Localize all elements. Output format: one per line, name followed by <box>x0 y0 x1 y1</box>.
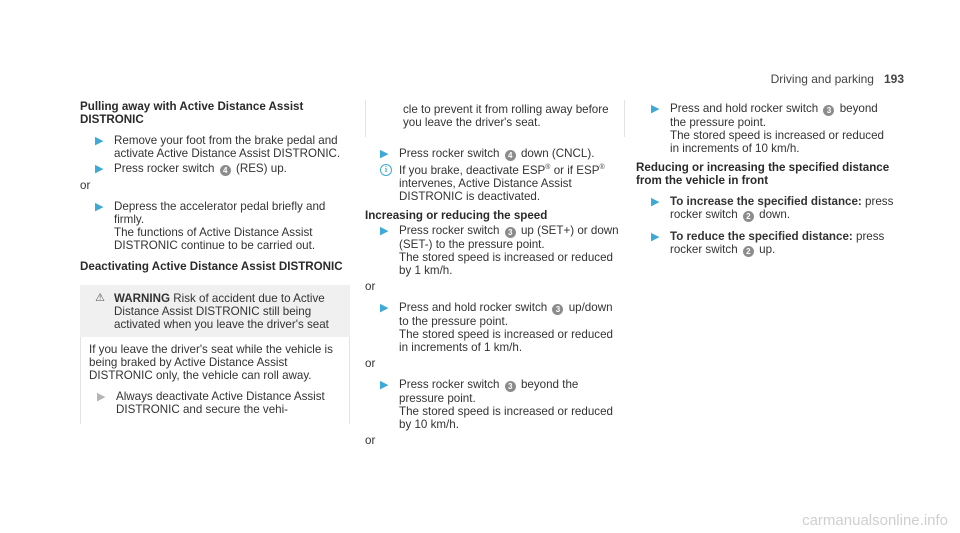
heading-pulling-away: Pulling away with Active Distance Assist DISTRONIC <box>80 100 304 126</box>
warning-step <box>89 390 343 416</box>
step-text <box>399 378 625 431</box>
warning-risk: Risk of accident due to Active Distance Assist DISTRONIC still being activated when you leave the driver's seat <box>114 292 329 331</box>
step-text-post: down (CNCL). <box>520 147 595 160</box>
step-text-result: The stored speed is increased or reduced by 1 km/h. <box>399 251 613 277</box>
heading-speed: Increasing or reducing the speed <box>365 209 548 222</box>
step-text <box>670 102 896 155</box>
registered-mark: ® <box>599 164 605 171</box>
step-text-pre: Press rocker switch <box>114 162 215 175</box>
watermark-text: carmanualsonline.info <box>802 512 948 529</box>
step-remove-foot <box>80 134 350 160</box>
step-text: Remove your foot from the brake pedal and activate Active Distance Assist DISTRONIC. <box>114 134 341 160</box>
info-text <box>399 164 625 203</box>
info-icon: i <box>380 164 392 176</box>
number-badge-icon: 3 <box>505 227 516 238</box>
or-separator: or <box>365 357 376 370</box>
or-separator: or <box>365 434 376 447</box>
info-text-post: intervenes, Active Distance Assist DISTRONIC is deactivated. <box>399 177 572 203</box>
step-text-post: beyond the pressure point. <box>399 378 579 405</box>
play-arrow-icon: ▶ <box>651 103 660 115</box>
step-text-result: The stored speed is increased or reduced by 10 km/h. <box>399 405 613 431</box>
number-badge-icon: 2 <box>743 211 754 222</box>
play-arrow-icon: ▶ <box>380 225 389 237</box>
step-text-pre: Press rocker switch <box>399 224 500 237</box>
section-title: Driving and parking <box>770 72 874 86</box>
play-arrow-icon: ▶ <box>380 379 389 391</box>
step-text-pre: Press and hold rocker switch <box>399 301 548 314</box>
page-header <box>771 73 904 86</box>
info-text-pre: If you brake, deactivate ESP <box>399 164 546 177</box>
warning-triangle-icon: ⚠ <box>95 292 105 304</box>
play-arrow-icon: ▶ <box>651 231 660 243</box>
step-text-main: Depress the accelerator pedal briefly and firmly. <box>114 200 326 226</box>
step-beyond-speed <box>365 378 625 431</box>
step-text-post: (RES) up. <box>235 162 287 175</box>
info-text-mid: or if ESP <box>553 164 600 177</box>
warning-step-text: Always deactivate Active Distance Assist DISTRONIC and secure the vehi- <box>116 390 325 416</box>
play-arrow-icon: ▶ <box>95 135 104 147</box>
number-badge-icon: 4 <box>220 165 231 176</box>
number-badge-icon: 3 <box>823 105 834 116</box>
step-reduce-distance <box>636 230 896 257</box>
warning-label: WARNING <box>114 292 171 305</box>
column-left <box>80 100 350 424</box>
play-arrow-icon: ▶ <box>95 201 104 213</box>
play-arrow-icon: ▶ <box>97 391 106 403</box>
step-text <box>399 301 625 354</box>
warning-body-text: If you leave the driver's seat while the vehicle is being braked by Active Distance Assist DISTRONIC only, the vehicle can roll away. <box>89 343 333 382</box>
step-text <box>670 230 896 257</box>
step-text-post: up (SET+) or down (SET-) to the pressure point. <box>399 224 619 251</box>
step-text-pre: Press rocker switch <box>399 147 500 160</box>
step-text-result: The stored speed is increased or reduced in increments of 10 km/h. <box>670 129 884 155</box>
step-text-post: up. <box>759 243 776 256</box>
registered-mark: ® <box>545 164 551 171</box>
step-press-cncl <box>365 147 625 161</box>
info-note <box>365 164 625 203</box>
or-separator: or <box>365 280 376 293</box>
step-set-speed <box>365 224 625 277</box>
step-text-result: The functions of Active Distance Assist DISTRONIC continue to be carried out. <box>114 226 316 252</box>
page-number: 193 <box>883 72 904 86</box>
step-text-post: down. <box>759 208 791 221</box>
step-text <box>670 195 896 222</box>
warning-continuation-text: cle to prevent it from rolling away before you leave the driver's seat. <box>403 103 609 129</box>
play-arrow-icon: ▶ <box>651 196 660 208</box>
play-arrow-icon: ▶ <box>380 148 389 160</box>
step-text <box>114 200 350 252</box>
step-text-pre: Press rocker switch <box>399 378 500 391</box>
column-middle <box>365 100 625 447</box>
step-text-pre: press rocker switch <box>670 230 885 256</box>
step-increase-distance <box>636 195 896 222</box>
step-text-bold: To reduce the specified distance: <box>670 230 853 243</box>
heading-distance: Reducing or increasing the specified distance from the vehicle in front <box>636 161 890 187</box>
or-separator: or <box>80 179 91 192</box>
step-text <box>399 147 625 161</box>
number-badge-icon: 3 <box>505 381 516 392</box>
heading-deactivating: Deactivating Active Distance Assist DISTRONIC <box>80 260 343 273</box>
step-text <box>399 224 625 277</box>
step-text <box>114 162 350 176</box>
column-right <box>636 100 896 257</box>
warning-continuation <box>365 100 625 137</box>
step-text-post: up/down to the pressure point. <box>399 301 613 328</box>
step-press-res <box>80 162 350 176</box>
step-hold-beyond <box>636 102 896 155</box>
step-text-pre: Press and hold rocker switch <box>670 102 819 115</box>
warning-header-text <box>114 292 344 331</box>
step-text-post: beyond the pressure point. <box>670 102 878 129</box>
warning-body <box>80 337 350 424</box>
number-badge-icon: 2 <box>743 246 754 257</box>
warning-header <box>80 285 350 337</box>
play-arrow-icon: ▶ <box>95 163 104 175</box>
number-badge-icon: 4 <box>505 150 516 161</box>
step-accelerator <box>80 200 350 252</box>
number-badge-icon: 3 <box>552 304 563 315</box>
warning-box <box>80 285 350 424</box>
step-text-result: The stored speed is increased or reduced in increments of 1 km/h. <box>399 328 613 354</box>
step-hold-speed <box>365 301 625 354</box>
play-arrow-icon: ▶ <box>380 302 389 314</box>
step-text-pre: press rocker switch <box>670 195 894 221</box>
step-text-bold: To increase the specified distance: <box>670 195 862 208</box>
